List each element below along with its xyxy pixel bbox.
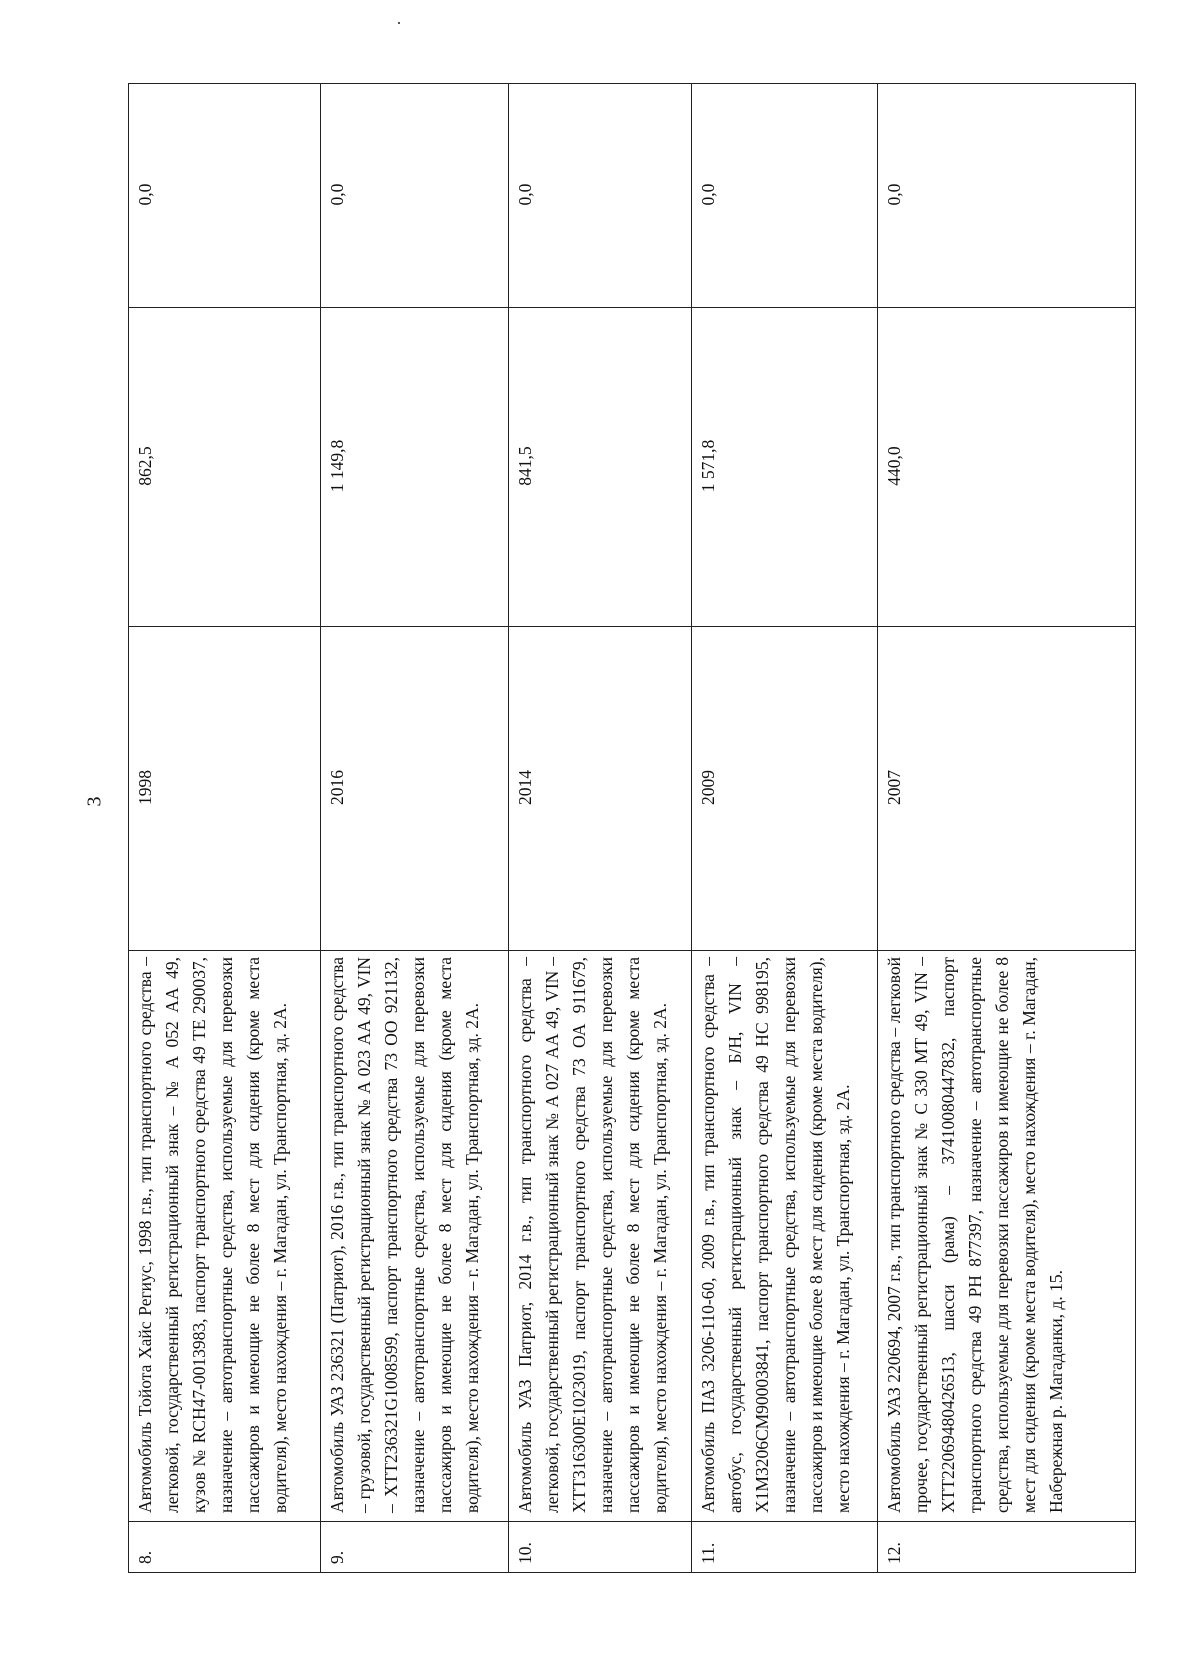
- vehicle-description: Автомобиль УАЗ 220694, 2007 г.в., тип транспортного средства – легковой прочее, государственный регистрационный знак № С 330 МТ 49, VIN – ХТТ22069480426513, шасси (рама) – 37410080447832, паспорт транспортного средства 49 РН 877397, назначение – автотранспортные средства, используемые для перевозки пассажиров и имеющие не более 8 мест для сидения (кроме места водителя), место нахождения – г. Магадан, Набережная р. Магаданки, д. 15.: [878, 951, 1136, 1522]
- table-row: [878, 84, 1136, 1573]
- manufacture-year: 2009: [692, 627, 878, 951]
- residual-value: 0,0: [509, 84, 692, 308]
- row-number: 9.: [321, 1522, 509, 1573]
- page-number: 3: [83, 796, 106, 807]
- book-value: 440,0: [878, 308, 1136, 627]
- manufacture-year: 2014: [509, 627, 692, 951]
- row-number: 8.: [129, 1522, 321, 1573]
- residual-value: 0,0: [321, 84, 509, 308]
- manufacture-year: 2007: [878, 627, 1136, 951]
- residual-value: 0,0: [878, 84, 1136, 308]
- vehicle-description: Автомобиль УАЗ Патриот, 2014 г.в., тип транспортного средства – легковой, государственный регистрационный знак № А 027 АА 49, VIN – ХТТ316300Е1023019, паспорт транспортного средства 73 ОА 911679, назначение – автотранспортные средства, используемые для перевозки пассажиров и имеющие не более 8 мест для сидения (кроме места водителя), место нахождения – г. Магадан, ул. Транспортная, зд. 2А.: [509, 951, 692, 1522]
- residual-value: 0,0: [692, 84, 878, 308]
- manufacture-year: 1998: [129, 627, 321, 951]
- book-value: 841,5: [509, 308, 692, 627]
- residual-value: 0,0: [129, 84, 321, 308]
- table-row: [321, 84, 509, 1573]
- book-value: 1 571,8: [692, 308, 878, 627]
- vehicle-assets-table: [128, 83, 1136, 1573]
- row-number: 12.: [878, 1522, 1136, 1573]
- asset-table-frame: [128, 84, 1135, 1573]
- manufacture-year: 2016: [321, 627, 509, 951]
- table-row: [509, 84, 692, 1573]
- scan-speck: [398, 22, 400, 24]
- table-row: [692, 84, 878, 1573]
- vehicle-description: Автомобиль ПАЗ 3206-110-60, 2009 г.в., тип транспортного средства – автобус, государственный регистрационный знак – Б/Н, VIN – Х1М3206СМ90003841, паспорт транспортного средства 49 НС 998195, назначение – автотранспортные средства, используемые для перевозки пассажиров и имеющие более 8 мест для сидения (кроме места водителя), место нахождения – г. Магадан, ул. Транспортная, зд. 2А.: [692, 951, 878, 1522]
- row-number: 10.: [509, 1522, 692, 1573]
- book-value: 1 149,8: [321, 308, 509, 627]
- vehicle-description: Автомобиль Тойота Хайс Региус, 1998 г.в., тип транспортного средства – легковой, государственный регистрационный знак – № А 052 АА 49, кузов № RCH47-0013983, паспорт транспортного средства 49 ТЕ 290037, назначение – автотранспортные средства, используемые для перевозки пассажиров и имеющие не более 8 мест для сидения (кроме места водителя), место нахождения – г. Магадан, ул. Транспортная, зд. 2А.: [129, 951, 321, 1522]
- book-value: 862,5: [129, 308, 321, 627]
- table-row: [129, 84, 321, 1573]
- vehicle-description: Автомобиль УАЗ 236321 (Патриот), 2016 г.в., тип транспортного средства – грузовой, государственный регистрационный знак № А 023 АА 49, VIN – ХТТ236321G1008599, паспорт транспортного средства 73 ОО 921132, назначение – автотранспортные средства, используемые для перевозки пассажиров и имеющие не более 8 мест для сидения (кроме места водителя), место нахождения – г. Магадан, ул. Транспортная, зд. 2А.: [321, 951, 509, 1522]
- row-number: 11.: [692, 1522, 878, 1573]
